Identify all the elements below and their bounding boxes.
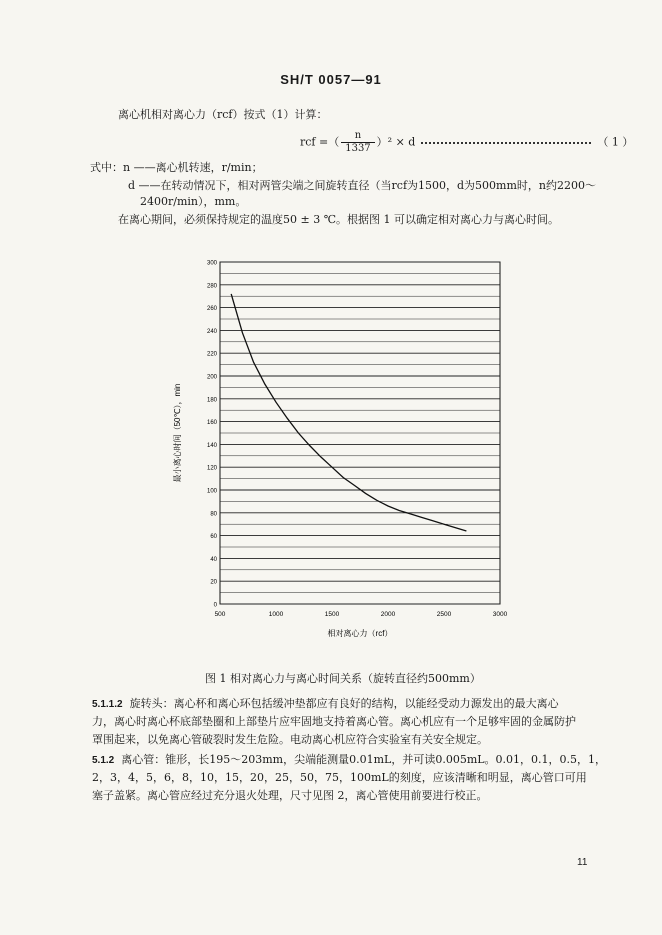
x-tick-label: 2000: [380, 611, 396, 618]
y-tick-label: 100: [206, 488, 217, 495]
chart-grid: [220, 262, 500, 604]
leader-dots: [421, 142, 591, 144]
y-tick-label: 280: [206, 283, 217, 290]
temperature-text: 在离心期间，必须保持规定的温度50 ± 3 ℃。根据图 1 可以确定相对离心力与离心时间。: [118, 213, 559, 226]
formula-denominator: 1337: [345, 143, 371, 154]
y-tick-label: 40: [210, 556, 217, 563]
document-header: SH/T 0057—91: [280, 72, 382, 87]
where-n: 式中：n ——离心机转速，r/min；: [90, 161, 263, 174]
x-tick-labels: [215, 611, 508, 618]
x-tick-label: 1500: [324, 611, 340, 618]
y-tick-label: 240: [206, 328, 217, 335]
formula: [300, 130, 633, 155]
section-number: 5.1.2: [92, 755, 115, 766]
y-tick-label: 180: [206, 397, 217, 404]
where-d-line2: 2400r/min），mm。: [140, 195, 247, 208]
where-d-line1: d ——在转动情况下，相对两管尖端之间旋转直径（当rcf为1500，d为500mm时，n约2200～: [128, 179, 596, 192]
section-5-1-1-2-line1: [92, 696, 559, 712]
formula-numerator: n: [341, 130, 374, 143]
y-tick-label: 0: [213, 602, 217, 609]
time-vs-rcf-curve: [231, 294, 466, 531]
y-tick-label: 60: [210, 534, 217, 541]
relative-centrifugal-force-chart: [160, 250, 520, 650]
section-5-1-1-2-line3: 罩围起来，以免离心管破裂时发生危险。电动离心机应符合实验室有关安全规定。: [92, 733, 488, 746]
section-5-1-2-line1: [92, 752, 606, 768]
y-axis-label: 最小离心时间（50℃），min: [173, 383, 182, 483]
y-tick-label: 200: [206, 374, 217, 381]
y-tick-label: 220: [206, 351, 217, 358]
formula-fraction: [341, 130, 374, 155]
y-tick-label: 20: [210, 579, 217, 586]
page-number: 11: [577, 857, 588, 868]
y-tick-label: 260: [206, 306, 217, 313]
section-5-1-2-line2: 2，3，4，5，6，8，10，15，20，25，50，75，100mL的刻度，应该清晰和明显，离心管口可用: [92, 771, 587, 784]
equation-number: （ 1 ）: [597, 135, 634, 149]
y-tick-label: 80: [210, 511, 217, 518]
y-tick-label: 160: [206, 420, 217, 427]
section-5-1-1-2-line2: 力，离心时离心杯底部垫圈和上部垫片应牢固地支持着离心管。离心机应有一个足够牢固的金属防护: [92, 715, 576, 728]
intro-text: 离心机相对离心力（rcf）按式（1）计算：: [118, 108, 328, 121]
x-tick-label: 500: [214, 611, 226, 618]
x-tick-label: 2500: [436, 611, 452, 618]
formula-lhs: rcf =（: [300, 135, 340, 149]
section-number: 5.1.1.2: [92, 699, 123, 710]
formula-rhs: ）² × d: [376, 135, 416, 149]
y-tick-label: 140: [206, 442, 217, 449]
x-axis-label: 相对离心力（rcf）: [327, 629, 393, 638]
x-tick-label: 1000: [268, 611, 284, 618]
section-5-1-2-line3: 塞子盖紧。离心管应经过充分退火处理，尺寸见图 2，离心管使用前要进行校正。: [92, 789, 488, 802]
section-text: 旋转头：离心杯和离心环包括缓冲垫都应有良好的结构，以能经受动力源发出的最大离心: [129, 697, 559, 710]
section-text: 离心管：锥形，长195～203mm，尖端能测量0.01mL，并可读0.005mL。0.01，0.1，0.5，1，: [121, 753, 607, 766]
y-tick-label: 120: [206, 465, 217, 472]
y-tick-label: 300: [206, 260, 217, 267]
figure-caption: 图 1 相对离心力与离心时间关系（旋转直径约500mm）: [205, 672, 481, 685]
y-tick-labels: [207, 261, 218, 609]
x-tick-label: 3000: [492, 611, 508, 618]
